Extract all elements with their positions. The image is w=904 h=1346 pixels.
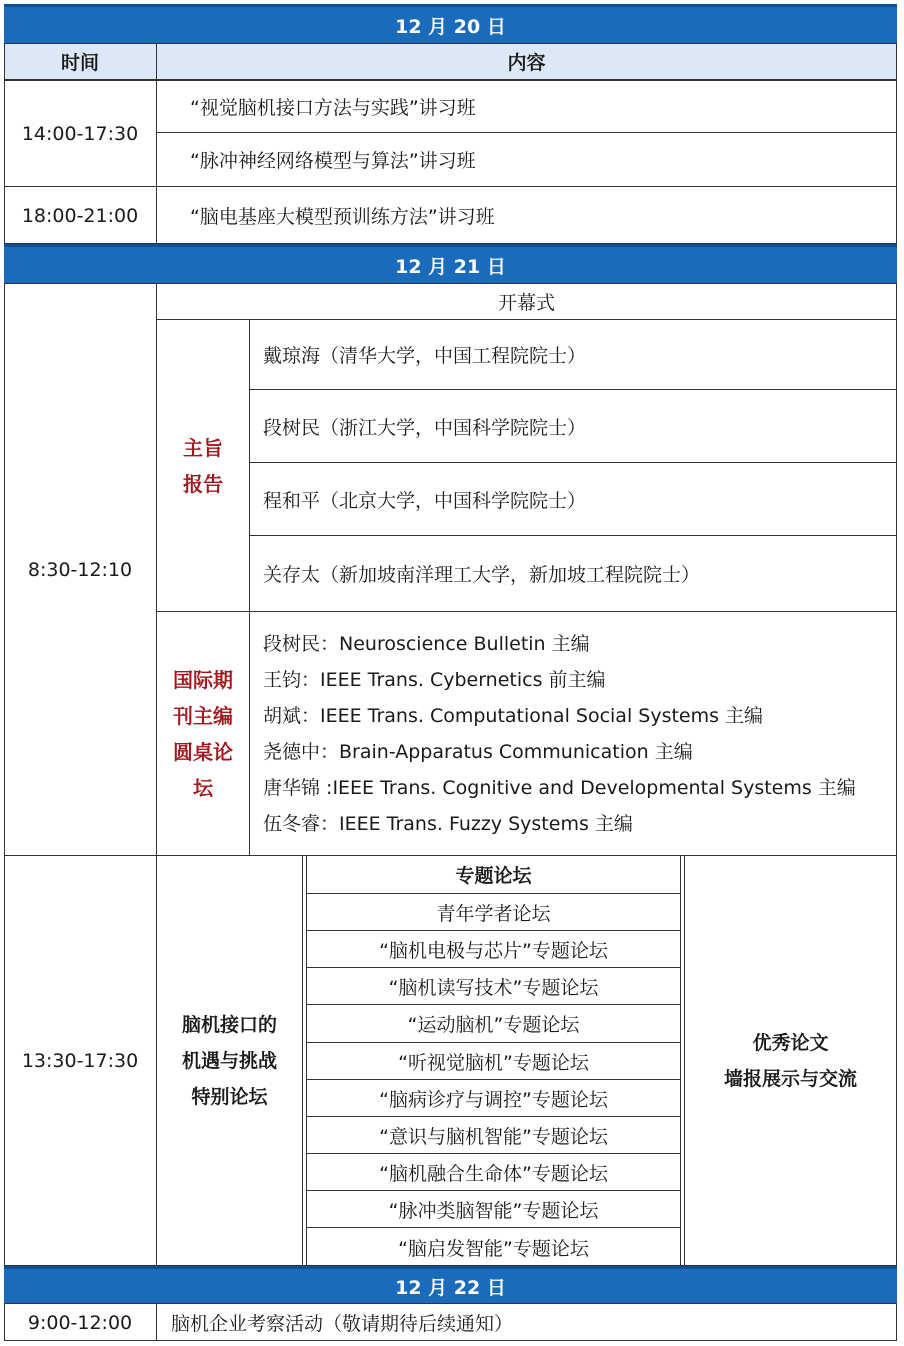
panel-label-line: 圆桌论 [173, 740, 233, 764]
panel-label-line: 坛 [193, 776, 213, 800]
forum-item: “听视觉脑机”专题论坛 [398, 1051, 589, 1074]
date-label: 12 月 21 日 [395, 255, 506, 278]
forum-item: 青年学者论坛 [436, 902, 551, 925]
time-cell: 13:30-17:30 [21, 1050, 139, 1072]
panel-label-line: 刊主编 [173, 704, 233, 728]
keynote-speaker: 段树民（浙江大学，中国科学院院士） [263, 416, 587, 439]
editor-entry: 唐华锦 :IEEE Trans. Cognitive and Developmental Systems 主编 [263, 777, 856, 799]
forum-item: “脑病诊疗与调控”专题论坛 [379, 1088, 608, 1111]
date-label: 12 月 22 日 [395, 1276, 506, 1299]
forum-item: “意识与脑机智能”专题论坛 [379, 1125, 608, 1148]
date-label: 12 月 20 日 [395, 15, 506, 38]
time-cell: 8:30-12:10 [27, 559, 133, 581]
header-content: 内容 [157, 44, 896, 79]
editor-entry: 尧德中：Brain-Apparatus Communication 主编 [263, 741, 693, 763]
company-visit: 脑机企业考察活动（敬请期待后续通知） [171, 1313, 514, 1335]
time-cell: 9:00-12:00 [27, 1311, 133, 1334]
special-forum-line: 脑机接口的 [181, 1014, 277, 1036]
editor-entry: 胡斌：IEEE Trans. Computational Social Systems 主编 [263, 705, 764, 727]
editor-entry: 段树民：Neuroscience Bulletin 主编 [263, 633, 590, 655]
forum-item: “脑机读写技术”专题论坛 [388, 976, 599, 999]
date-band-dec21 [4, 244, 897, 283]
keynote-speaker: 程和平（北京大学，中国科学院院士） [263, 489, 587, 512]
forum-item: “脑机电极与芯片”专题论坛 [379, 939, 608, 962]
poster-session [685, 856, 896, 1266]
editor-entry: 伍冬睿：IEEE Trans. Fuzzy Systems 主编 [263, 813, 633, 835]
workshop-item: “脉冲神经网络模型与算法”讲习班 [190, 150, 476, 172]
poster-line: 墙报展示与交流 [723, 1068, 857, 1090]
keynote-label-line: 主旨 [183, 435, 223, 460]
header-time: 时间 [5, 44, 155, 79]
time-cell: 14:00-17:30 [21, 122, 139, 145]
forums-title: 专题论坛 [455, 865, 532, 887]
keynote-speaker: 戴琼海（清华大学，中国工程院院士） [263, 345, 587, 367]
editor-entry: 王钧：IEEE Trans. Cybernetics 前主编 [263, 669, 606, 691]
date-band-dec22 [4, 1266, 897, 1303]
special-forum-line: 特别论坛 [191, 1086, 268, 1108]
date-band-dec20 [4, 4, 897, 43]
forum-item: “脑机融合生命体”专题论坛 [379, 1162, 608, 1185]
forum-item: “脉冲类脑智能”专题论坛 [388, 1199, 599, 1222]
keynote-label [157, 320, 249, 611]
forum-item: “运动脑机”专题论坛 [407, 1014, 580, 1036]
forum-item: “脑启发智能”专题论坛 [398, 1237, 589, 1260]
panel-label-line: 国际期 [173, 668, 233, 692]
special-forum-line: 机遇与挑战 [181, 1050, 277, 1072]
special-forum-label [157, 856, 302, 1266]
workshop-item: “脑电基座大模型预训练方法”讲习班 [190, 206, 495, 228]
keynote-speaker: 关存太（新加坡南洋理工大学，新加坡工程院院士） [263, 564, 701, 586]
poster-line: 优秀论文 [752, 1032, 829, 1054]
opening-ceremony: 开幕式 [497, 292, 555, 314]
workshop-item: “视觉脑机接口方法与实践”讲习班 [190, 97, 476, 119]
time-cell: 18:00-21:00 [21, 204, 139, 227]
editors-list [263, 626, 856, 842]
keynote-label-line: 报告 [183, 471, 223, 496]
editors-panel-label [157, 612, 249, 856]
